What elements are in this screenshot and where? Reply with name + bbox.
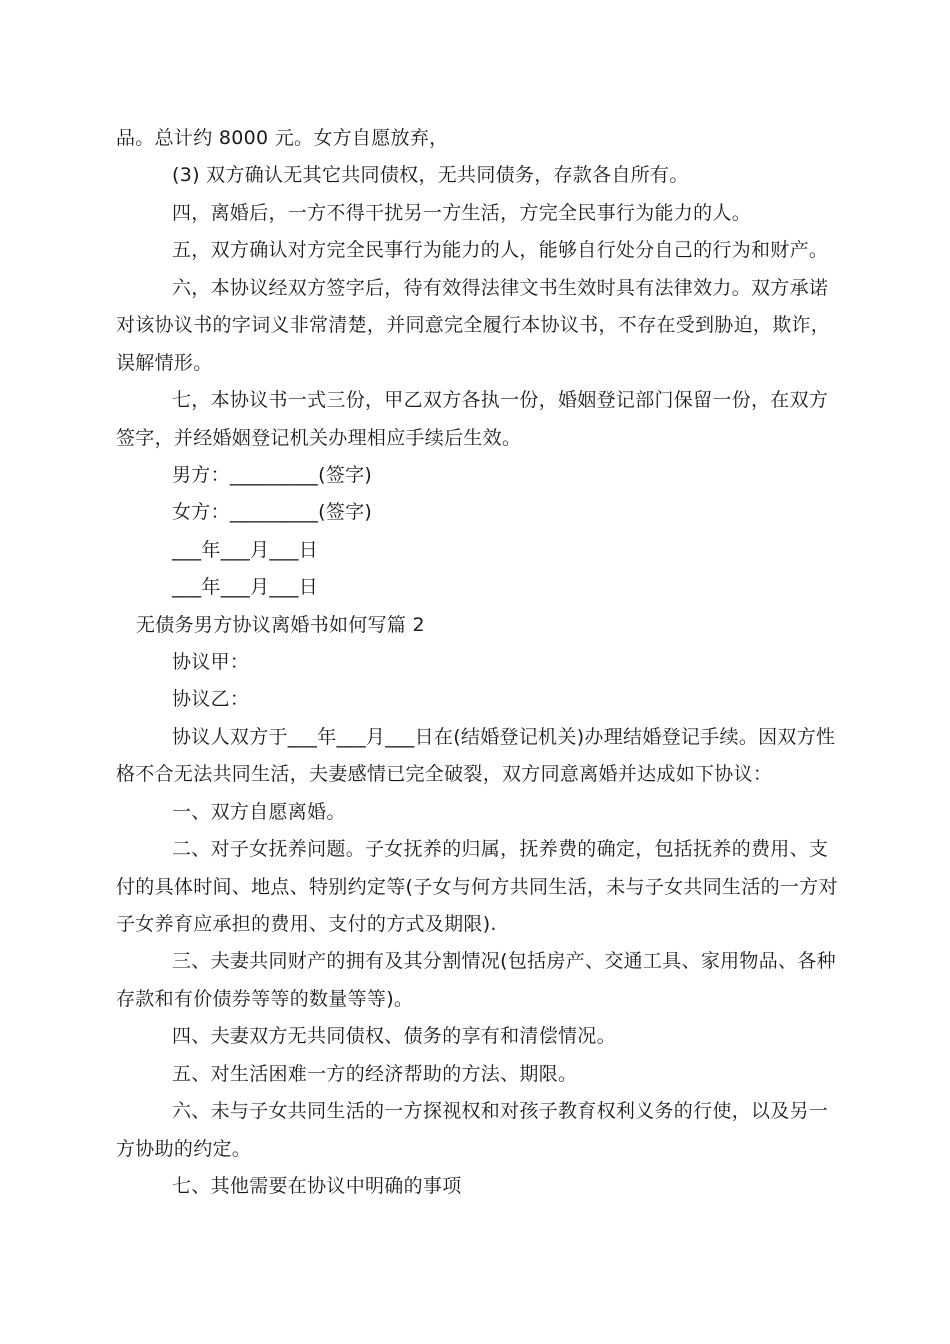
date-line: ___年___月___日 [172, 539, 319, 561]
clause-line: 付的具体时间、地点、特别约定等(子女与何方共同生活，未与子女共同生活的一方对 [116, 876, 838, 898]
clause-line: 五、对生活困难一方的经济帮助的方法、期限。 [172, 1063, 578, 1085]
signature-female: 女方：_________(签字) [172, 501, 373, 523]
paragraph-line: (3) 双方确认无其它共同债权，无共同债务，存款各自所有。 [172, 164, 689, 186]
clause-line: 六、未与子女共同生活的一方探视权和对孩子教育权利义务的行使，以及另一 [172, 1100, 829, 1122]
paragraph-line: 签字，并经婚姻登记机关办理相应手续后生效。 [116, 427, 522, 449]
paragraph-line: 品。总计约 8000 元。女方自愿放弃， [116, 127, 449, 149]
paragraph-line: 五，双方确认对方完全民事行为能力的人，能够自行处分自己的行为和财产。 [172, 239, 829, 261]
signature-male: 男方：_________(签字) [172, 464, 373, 486]
paragraph-line: 协议人双方于___年___月___日在(结婚登记机关)办理结婚登记手续。因双方性 [172, 726, 836, 748]
party-b-label: 协议乙： [172, 688, 250, 710]
paragraph-line: 四，离婚后，一方不得干扰另一方生活，方完全民事行为能力的人。 [172, 202, 752, 224]
paragraph-line: 六，本协议经双方签字后，待有效得法律文书生效时具有法律效力。双方承诺 [172, 277, 829, 299]
paragraph-line: 格不合无法共同生活，夫妻感情已完全破裂，双方同意离婚并达成如下协议： [116, 763, 773, 785]
party-a-label: 协议甲： [172, 651, 250, 673]
clause-line: 二、对子女抚养问题。子女抚养的归属，抚养费的确定，包括抚养的费用、支 [172, 838, 829, 860]
paragraph-line: 七，本协议书一式三份，甲乙双方各执一份，婚姻登记部门保留一份，在双方 [172, 389, 829, 411]
paragraph-line: 对该协议书的字词义非常清楚，并同意完全履行本协议书，不存在受到胁迫，欺诈， [116, 314, 831, 336]
section-heading: 无债务男方协议离婚书如何写篇 2 [136, 614, 425, 636]
clause-line: 存款和有价债券等等的数量等等)。 [116, 988, 414, 1010]
date-line: ___年___月___日 [172, 576, 319, 598]
clause-line: 四、夫妻双方无共同债权、债务的享有和清偿情况。 [172, 1025, 616, 1047]
clause-line: 七、其他需要在协议中明确的事项 [172, 1175, 462, 1197]
clause-line: 子女养育应承担的费用、支付的方式及期限). [116, 913, 497, 935]
clause-line: 三、夫妻共同财产的拥有及其分割情况(包括房产、交通工具、家用物品、各种 [172, 950, 836, 972]
paragraph-line: 误解情形。 [116, 352, 213, 374]
clause-line: 一、双方自愿离婚。 [172, 801, 346, 823]
clause-line: 方协助的约定。 [116, 1138, 252, 1160]
